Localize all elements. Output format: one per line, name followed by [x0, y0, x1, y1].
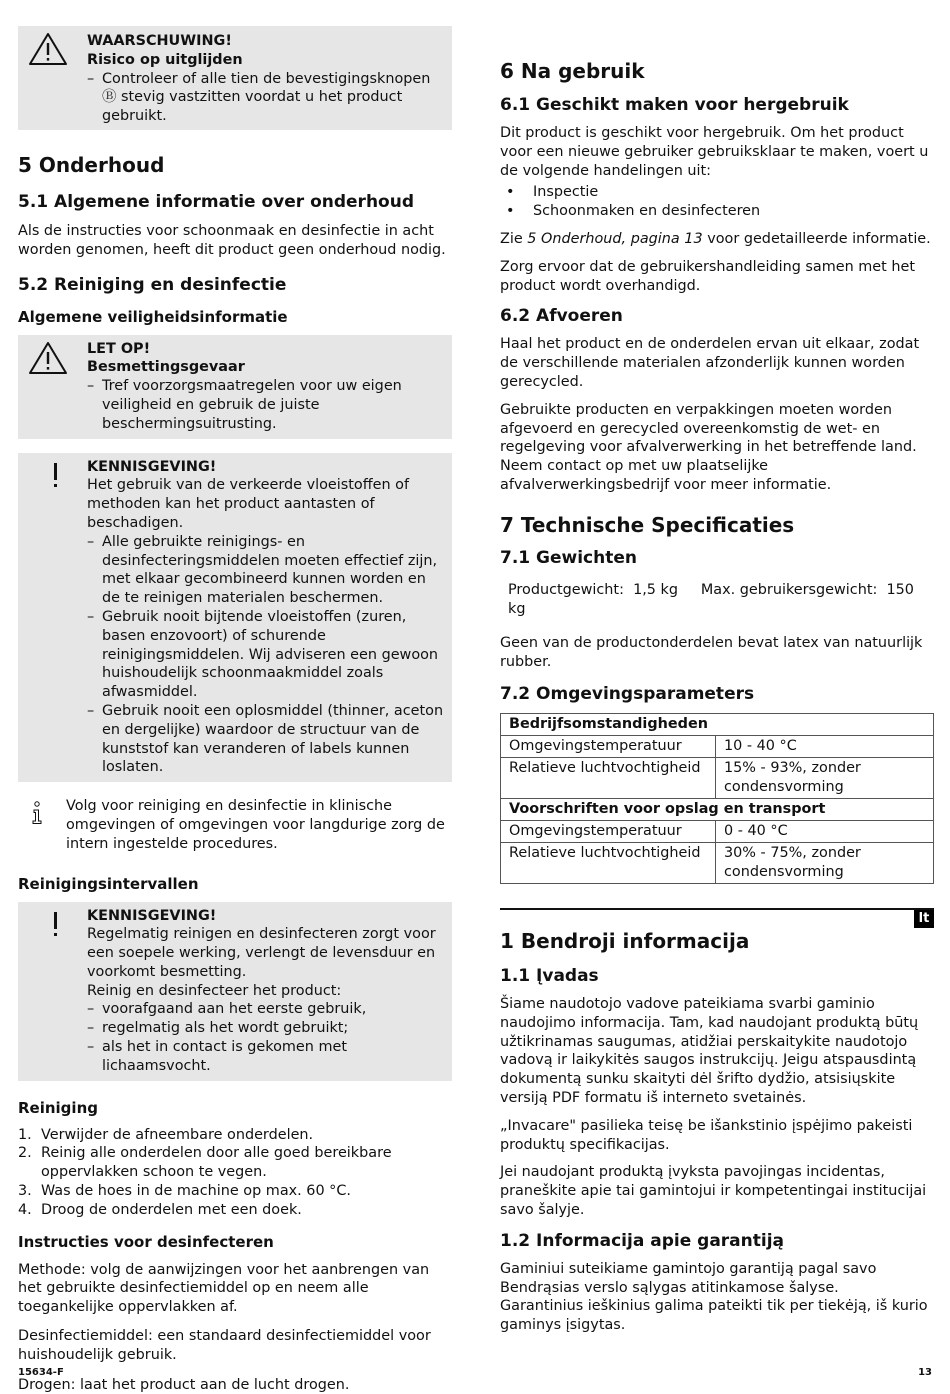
list-item: 1. Verwijder de afneembare onderdelen.: [18, 1126, 314, 1143]
list-item: • Schoonmaken en desinfecteren: [500, 202, 934, 221]
warning-subtitle: Risico op uitglijden: [87, 51, 243, 68]
right-column: [500, 58, 934, 1335]
language-badge: lt: [914, 910, 934, 928]
section-6-2-text1: Haal het product en de onderdelen ervan uit elkaar, zodat de verschillende materialen afzonderlijk kunnen worden gerecycled.: [500, 336, 920, 390]
left-column: [18, 26, 452, 1394]
section-6-1-text2: Zorg ervoor dat de gebruikershandleiding samen met het product wordt overhandigd.: [500, 258, 915, 294]
section-5-2-title: 5.2 Reiniging en desinfectie: [18, 274, 287, 295]
table-row: Relatieve luchtvochtigheid 30% - 75%, zonder condensvorming: [501, 842, 934, 883]
lt-section-1-1-p1: Šiame naudotojo vadove pateikiama svarbi gaminio naudojimo informacija. Tam, kad naudojant produktą būtų užtikrinamas saugumas, atidžiai perskaitykite naudotojo vadovą ir laikykitės saugos instrukcijų. Jeigu atspausdintą dokumentą sunku skaityti dėl šrifto dydžio, atsisiųskite versiją PDF formatu iš interneto svetainės.: [500, 995, 919, 1106]
lt-section-1-1-p2: „Invacare" pasilieka teisę be išankstinio įspėjimo pakeisti produktų specifikacijas.: [500, 1117, 913, 1153]
info-icon: [30, 801, 44, 825]
footer-page-number: 13: [918, 1367, 932, 1378]
latex-text: Geen van de productonderdelen bevat latex van natuurlijk rubber.: [500, 635, 923, 671]
notice-title: KENNISGEVING!: [87, 907, 217, 924]
lt-section-1-2-p1: Gaminiui suteikiame gamintojo garantiją pagal savo Bendrąsias verslo sąlygas atitinkamose šalyse. Garantinius ieškinius galima pateikti tik per tiekėją, iš kurio gaminys įsigytas.: [500, 1260, 928, 1334]
environment-table: [500, 713, 934, 884]
exclamation-icon: [28, 459, 68, 493]
section-6-1-text: Dit product is geschikt voor hergebruik. Om het product voor een nieuwe gebruiker gebruiksklaar te maken, voert u de volgende handelingen uit:: [500, 125, 929, 179]
notice-text: Regelmatig reinigen en desinfecteren zorgt voor een soepele werking, verlengt de levensduur en voorkomt besmetting.: [87, 926, 436, 980]
warning-title: WAARSCHUWING!: [87, 33, 232, 49]
disinfect-drying: Drogen: laat het product aan de lucht drogen.: [18, 1376, 350, 1393]
section-6-2-text2: Gebruikte producten en verpakkingen moeten worden afgevoerd en gerecycled overeenkomstig de wet- en regelgeving voor afvalverwerking in het betreffende land. Neem contact op met uw plaatselijke afvalverwerkingsbedrijf voor meer informatie.: [500, 401, 917, 493]
notice-text: Het gebruik van de verkeerde vloeistoffen of methoden kan het product aantasten of beschadigen.: [87, 477, 410, 531]
warning-triangle-icon: [28, 32, 68, 66]
list-item: • Inspectie: [500, 183, 934, 202]
section-7-1-title: 7.1 Gewichten: [500, 547, 637, 568]
notice-box-fluids: [18, 453, 452, 783]
weights-row: [500, 581, 934, 619]
notice-item: – Alle gebruikte reinigings- en desinfecteringsmiddelen moeten effectief zijn, met elkaar gecombineerd kunnen worden en de te reinigen materialen beschermen.: [87, 533, 444, 608]
footer-doc-id: 15634-F: [18, 1367, 64, 1378]
product-weight-value: 1,5 kg: [633, 581, 679, 598]
notice-item: – voorafgaand aan het eerste gebruik,: [87, 1000, 444, 1019]
notice-item: – Gebruik nooit een oplosmiddel (thinner, aceton en dergelijke) waardoor de structuur van de kunststof kan veranderen of labels kunnen loslaten.: [87, 702, 444, 777]
notice-box-intervals: [18, 902, 452, 1081]
notice-item: – als het in contact is gekomen met lichaamsvocht.: [87, 1038, 444, 1076]
notice-item: – Gebruik nooit bijtende vloeistoffen (zuren, basen enzovoort) of schurende reinigingsmiddelen. Wij adviseren een gewoon huishoudelijk schoonmaakmiddel zoals afwasmiddel.: [87, 608, 444, 702]
safety-info-title: Algemene veiligheidsinformatie: [18, 307, 288, 326]
section-6-2-title: 6.2 Afvoeren: [500, 306, 623, 327]
product-weight-label: Productgewicht:: [508, 581, 624, 598]
warning-triangle-icon: [28, 341, 68, 375]
section-5-title: 5 Onderhoud: [18, 152, 165, 177]
cross-reference-link[interactable]: 5 Onderhoud, pagina 13: [527, 230, 703, 247]
caution-item: – Tref voorzorgsmaatregelen voor uw eigen veiligheid en gebruik de juiste beschermingsuitrusting.: [87, 377, 444, 433]
disinfect-agent: Desinfectiemiddel: een standaard desinfectiemiddel voor huishoudelijk gebruik.: [18, 1328, 431, 1363]
lt-section-1-title: 1 Bendroji informacija: [500, 928, 750, 953]
section-6-1-reference: Zie 5 Onderhoud, pagina 13 voor gedetailleerde informatie.: [500, 230, 931, 247]
table-header: Bedrijfsomstandigheden: [501, 713, 934, 735]
table-row: Omgevingstemperatuur 10 - 40 °C: [501, 735, 934, 757]
table-row: Omgevingstemperatuur 0 - 40 °C: [501, 820, 934, 842]
caution-subtitle: Besmettingsgevaar: [87, 359, 245, 376]
notice-title: KENNISGEVING!: [87, 458, 217, 475]
max-user-weight-label: Max. gebruikersgewicht:: [700, 581, 878, 598]
section-7-title: 7 Technische Specificaties: [500, 512, 795, 537]
section-7-2-title: 7.2 Omgevingsparameters: [500, 683, 755, 704]
section-6-1-title: 6.1 Geschikt maken voor hergebruik: [500, 95, 849, 115]
max-user-weight-value: 150 kg: [508, 581, 914, 617]
list-item: 3. Was de hoes in de machine op max. 60 °C.: [18, 1183, 352, 1200]
cleaning-title: Reiniging: [18, 1098, 98, 1117]
notice-text: Reinig en desinfecteer het product:: [87, 982, 342, 999]
table-header: Voorschriften voor opslag en transport: [501, 798, 934, 820]
info-note: [18, 797, 452, 853]
list-item: 4. Droog de onderdelen met een doek.: [18, 1201, 302, 1218]
table-row: [501, 713, 934, 735]
reuse-steps: [500, 183, 934, 221]
list-item: 2. Reinig alle onderdelen door alle goed bereikbare oppervlakken schoon te vegen.: [18, 1145, 392, 1181]
section-6-title: 6 Na gebruik: [500, 59, 645, 83]
table-row: Relatieve luchtvochtigheid 15% - 93%, zonder condensvorming: [501, 757, 934, 798]
cleaning-steps: [18, 1126, 452, 1220]
warning-item: – Controleer of alle tien de bevestigingsknopen Ⓑ stevig vastzitten voordat u het product gebruikt.: [87, 70, 444, 126]
info-note-text: Volg voor reiniging en desinfectie in klinische omgevingen of omgevingen voor langdurige zorg de intern ingestelde procedures.: [66, 798, 445, 852]
exclamation-icon: [28, 908, 68, 942]
disinfect-method: Methode: volg de aanwijzingen voor het aanbrengen van het gebruikte desinfectiemiddel op en neem alle toegankelijke oppervlakken af.: [18, 1261, 430, 1316]
disinfect-title: Instructies voor desinfecteren: [18, 1232, 274, 1251]
language-divider: [500, 908, 934, 926]
notice-item: – regelmatig als het wordt gebruikt;: [87, 1019, 444, 1038]
section-5-1-text: Als de instructies voor schoonmaak en desinfectie in acht worden genomen, heeft dit product geen onderhoud nodig.: [18, 222, 446, 258]
section-5-1-title: 5.1 Algemene informatie over onderhoud: [18, 191, 414, 212]
lt-section-1-2-title: 1.2 Informacija apie garantiją: [500, 1230, 784, 1251]
lt-section-1-1-p3: Jei naudojant produktą įvyksta pavojingas incidentas, praneškite apie tai gamintojui ir kompetentingai institucijai savo šalyje.: [500, 1164, 927, 1218]
lt-section-1-1-title: 1.1 Įvadas: [500, 965, 599, 986]
caution-box: [18, 335, 452, 439]
table-row: [501, 798, 934, 820]
warning-box: [18, 26, 452, 130]
cleaning-intervals-title: Reinigingsintervallen: [18, 874, 199, 893]
caution-title: LET OP!: [87, 340, 151, 357]
